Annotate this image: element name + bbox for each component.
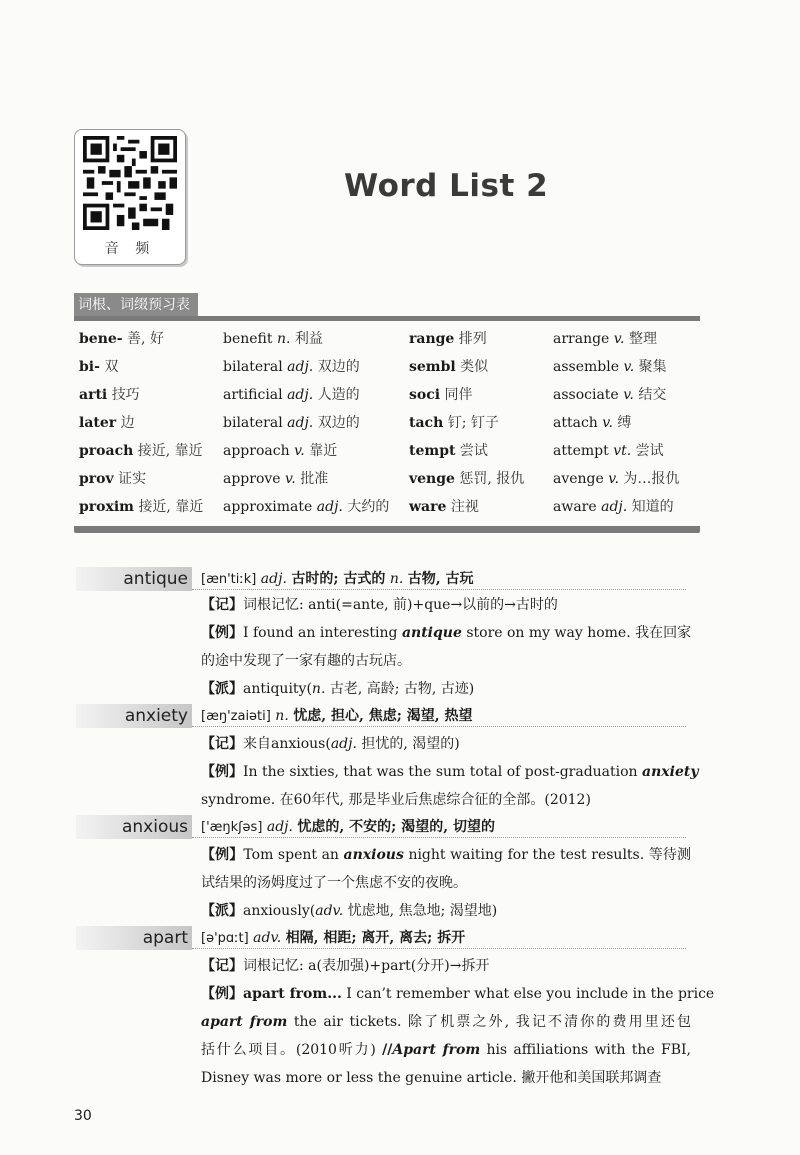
qr-code-icon — [83, 136, 177, 230]
page-title: Word List 2 — [344, 168, 549, 204]
memory-apart: 【记】词根记忆: a(表加强)+part(分开)→拆开 — [201, 958, 490, 974]
headword-apart: apart — [76, 926, 192, 950]
example-apart-cont2: 括什么项目。(2010听力) //Apart from his affiliations with the FBI, — [201, 1042, 691, 1058]
qr-caption: 音 频 — [104, 241, 156, 257]
word-cell: bilateral adj. 双边的 — [223, 415, 360, 431]
example-apart: 【例】apart from... I can’t remember what else you include in the price — [201, 986, 715, 1002]
derivative-antique: 【派】antiquity(n. 古老, 高龄; 古物, 古迹) — [201, 681, 475, 697]
example-anxiety: 【例】In the sixties, that was the sum total of post-graduation anxiety — [201, 764, 699, 780]
word-cell: assemble v. 聚集 — [553, 359, 667, 375]
headword-antique: antique — [76, 567, 192, 591]
example-antique-cont: 的途中发现了一家有趣的古玩店。 — [201, 653, 411, 669]
root-cell: tach 钉; 钉子 — [409, 415, 499, 431]
example-anxious: 【例】Tom spent an anxious night waiting for the test results. 等待测 — [201, 847, 692, 863]
root-cell: bi- 双 — [79, 359, 119, 375]
root-cell: tempt 尝试 — [409, 443, 488, 459]
example-anxiety-cont: syndrome. 在60年代, 那是毕业后焦虑综合征的全部。(2012) — [201, 792, 591, 808]
word-cell: approve v. 批准 — [223, 471, 329, 487]
table-bottom-rule — [74, 526, 700, 533]
table-top-rule — [74, 316, 700, 321]
example-apart-cont: apart from the air tickets. 除了机票之外, 我记不清你的费用里还包 — [201, 1014, 692, 1030]
definition-anxiety: [æŋ'zaiəti] n. 忧虑, 担心, 焦虑; 渴望, 热望 — [201, 708, 473, 724]
root-cell: sembl 类似 — [409, 359, 489, 375]
word-cell: attempt vt. 尝试 — [553, 443, 664, 459]
example-apart-cont3: Disney was more or less the genuine article. 撇开他和美国联邦调查 — [201, 1070, 662, 1086]
word-cell: approximate adj. 大约的 — [223, 499, 390, 515]
root-table-row — [79, 464, 693, 492]
root-table-row — [79, 352, 693, 380]
word-cell: artificial adj. 人造的 — [223, 387, 360, 403]
memory-anxiety: 【记】来自anxious(adj. 担忧的, 渴望的) — [201, 736, 460, 752]
word-cell: aware adj. 知道的 — [553, 499, 674, 515]
qr-code-card[interactable] — [74, 129, 186, 265]
example-anxious-cont: 试结果的汤姆度过了一个焦虑不安的夜晚。 — [201, 875, 467, 891]
definition-antique: [æn'tiːk] adj. 古时的; 古式的 n. 古物, 古玩 — [201, 571, 474, 587]
root-table-row — [79, 436, 693, 464]
word-cell: avenge v. 为…报仇 — [553, 471, 680, 487]
word-cell: bilateral adj. 双边的 — [223, 359, 360, 375]
word-cell: approach v. 靠近 — [223, 443, 338, 459]
root-table-row — [79, 324, 693, 352]
root-table-row — [79, 492, 693, 520]
root-table-row — [79, 408, 693, 436]
root-cell: soci 同伴 — [409, 387, 473, 403]
root-cell: prov 证实 — [79, 471, 147, 487]
root-cell: range 排列 — [409, 331, 487, 347]
headword-anxious: anxious — [76, 815, 192, 839]
word-cell: attach v. 缚 — [553, 415, 632, 431]
memory-antique: 【记】词根记忆: anti(=ante, 前)+que→以前的→古时的 — [201, 597, 558, 613]
root-cell: venge 惩罚, 报仇 — [409, 471, 525, 487]
definition-apart: [ə'pɑːt] adv. 相隔, 相距; 离开, 离去; 拆开 — [201, 930, 466, 946]
root-cell: arti 技巧 — [79, 387, 140, 403]
root-cell: later 边 — [79, 415, 135, 431]
root-cell: bene- 善, 好 — [79, 331, 164, 347]
root-table-label: 词根、词缀预习表 — [74, 293, 198, 317]
root-cell: ware 注视 — [409, 499, 479, 515]
headword-anxiety: anxiety — [76, 704, 192, 728]
word-cell: associate v. 结交 — [553, 387, 667, 403]
root-cell: proxim 接近, 靠近 — [79, 499, 204, 515]
definition-anxious: ['æŋkʃəs] adj. 忧虑的, 不安的; 渴望的, 切望的 — [201, 819, 495, 835]
word-cell: arrange v. 整理 — [553, 331, 657, 347]
root-table — [79, 324, 693, 520]
page-number: 30 — [74, 1108, 92, 1124]
root-table-row — [79, 380, 693, 408]
root-cell: proach 接近, 靠近 — [79, 443, 203, 459]
word-cell: benefit n. 利益 — [223, 331, 323, 347]
example-antique: 【例】I found an interesting antique store on my way home. 我在回家 — [201, 625, 692, 641]
derivative-anxious: 【派】anxiously(adv. 忧虑地, 焦急地; 渴望地) — [201, 903, 498, 919]
